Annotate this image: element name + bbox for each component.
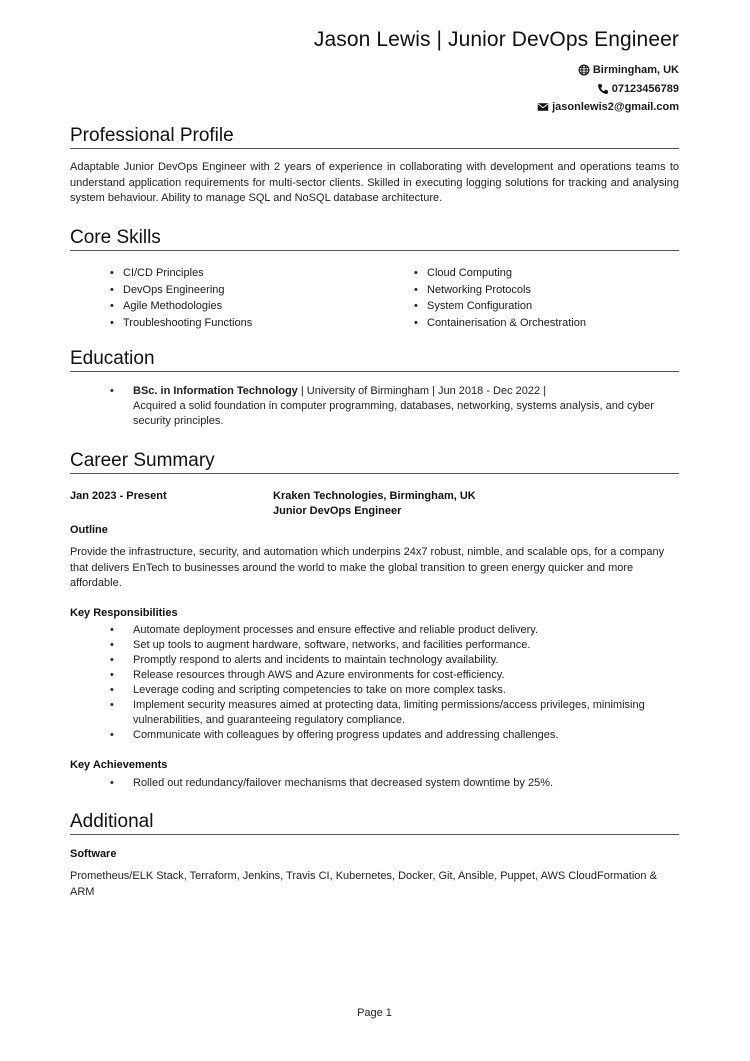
skill-item: • Containerisation & Orchestration [414, 315, 679, 332]
responsibilities-label: Key Responsibilities [70, 607, 178, 619]
education-item [110, 384, 670, 429]
responsibilities-list [110, 623, 670, 743]
skill-item: • CI/CD Principles [110, 265, 380, 282]
section-title-education: Education [70, 348, 679, 372]
skill-item: • System Configuration [414, 298, 679, 315]
skill-item: • Agile Methodologies [110, 298, 380, 315]
responsibility-item: • Implement security measures aimed at protecting data, limiting permissions/access privileges, minimising vulnerabilities, and guaranteeing regulatory compliance. [110, 698, 670, 728]
job-company: Kraken Technologies, Birmingham, UK [273, 490, 476, 502]
globe-icon [578, 64, 590, 76]
responsibility-item: • Promptly respond to alerts and incidents to maintain technology availability. [110, 653, 670, 668]
skill-item: • Networking Protocols [414, 282, 679, 299]
envelope-icon [537, 101, 549, 113]
contact-email[interactable] [537, 101, 679, 113]
skills-list-right [414, 265, 679, 331]
location-text: Birmingham, UK [592, 64, 679, 76]
skill-item: • Cloud Computing [414, 265, 679, 282]
outline-label: Outline [70, 524, 108, 536]
email-text[interactable]: jasonlewis2@gmail.com [552, 101, 679, 113]
job-role: Junior DevOps Engineer [273, 505, 402, 517]
education-list [110, 384, 670, 429]
skill-item: • Troubleshooting Functions [110, 315, 380, 332]
degree-description: Acquired a solid foundation in computer programming, databases, networking, systems analysis, and cyber security principles. [133, 400, 654, 427]
achievements-label: Key Achievements [70, 759, 168, 771]
section-title-profile: Professional Profile [70, 125, 679, 149]
contact-phone [597, 83, 679, 95]
achievement-item: • Rolled out redundancy/failover mechanisms that decreased system downtime by 25%. [110, 776, 670, 791]
responsibility-item: • Automate deployment processes and ensure effective and reliable product delivery. [110, 623, 670, 638]
profile-summary: Adaptable Junior DevOps Engineer with 2 years of experience in collaborating with development and operations teams to understand application requirements for multi-sector clients. Skilled in executing logging solutions for tracking and analysing system behaviour. Ability to manage SQL and NoSQL database architecture. [70, 161, 679, 204]
degree-name: BSc. in Information Technology [133, 385, 298, 397]
job-outline: Provide the infrastructure, security, and automation which underpins 24x7 robust, nimble, and scalable ops, for a company that delivers EnTech to businesses around the world to make the global transition to green energy quicker and more affordable. [70, 546, 665, 589]
responsibility-item: • Leverage coding and scripting competencies to take on more complex tasks. [110, 683, 670, 698]
resume-page [70, 0, 679, 1061]
section-title-additional: Additional [70, 811, 679, 835]
software-list: Prometheus/ELK Stack, Terraform, Jenkins, Travis CI, Kubernetes, Docker, Git, Ansible, Puppet, AWS CloudFormation & ARM [70, 870, 657, 898]
page-number: Page 1 [357, 1007, 392, 1019]
degree-details: | University of Birmingham | Jun 2018 - Dec 2022 | [297, 385, 547, 397]
contact-location [578, 64, 679, 76]
job-dates: Jan 2023 - Present [70, 490, 167, 502]
candidate-name-title: Jason Lewis | Junior DevOps Engineer [313, 28, 679, 51]
section-title-career: Career Summary [70, 450, 679, 474]
responsibility-item: • Communicate with colleagues by offering progress updates and addressing challenges. [110, 728, 670, 743]
skills-list-left [110, 265, 380, 331]
software-label: Software [70, 848, 117, 860]
skill-item: • DevOps Engineering [110, 282, 380, 299]
responsibility-item: • Set up tools to augment hardware, software, networks, and facilities performance. [110, 638, 670, 653]
phone-text: 07123456789 [611, 83, 679, 95]
phone-icon [597, 83, 609, 95]
responsibility-item: • Release resources through AWS and Azure environments for cost-efficiency. [110, 668, 670, 683]
section-title-skills: Core Skills [70, 227, 679, 251]
achievements-list [110, 776, 670, 791]
